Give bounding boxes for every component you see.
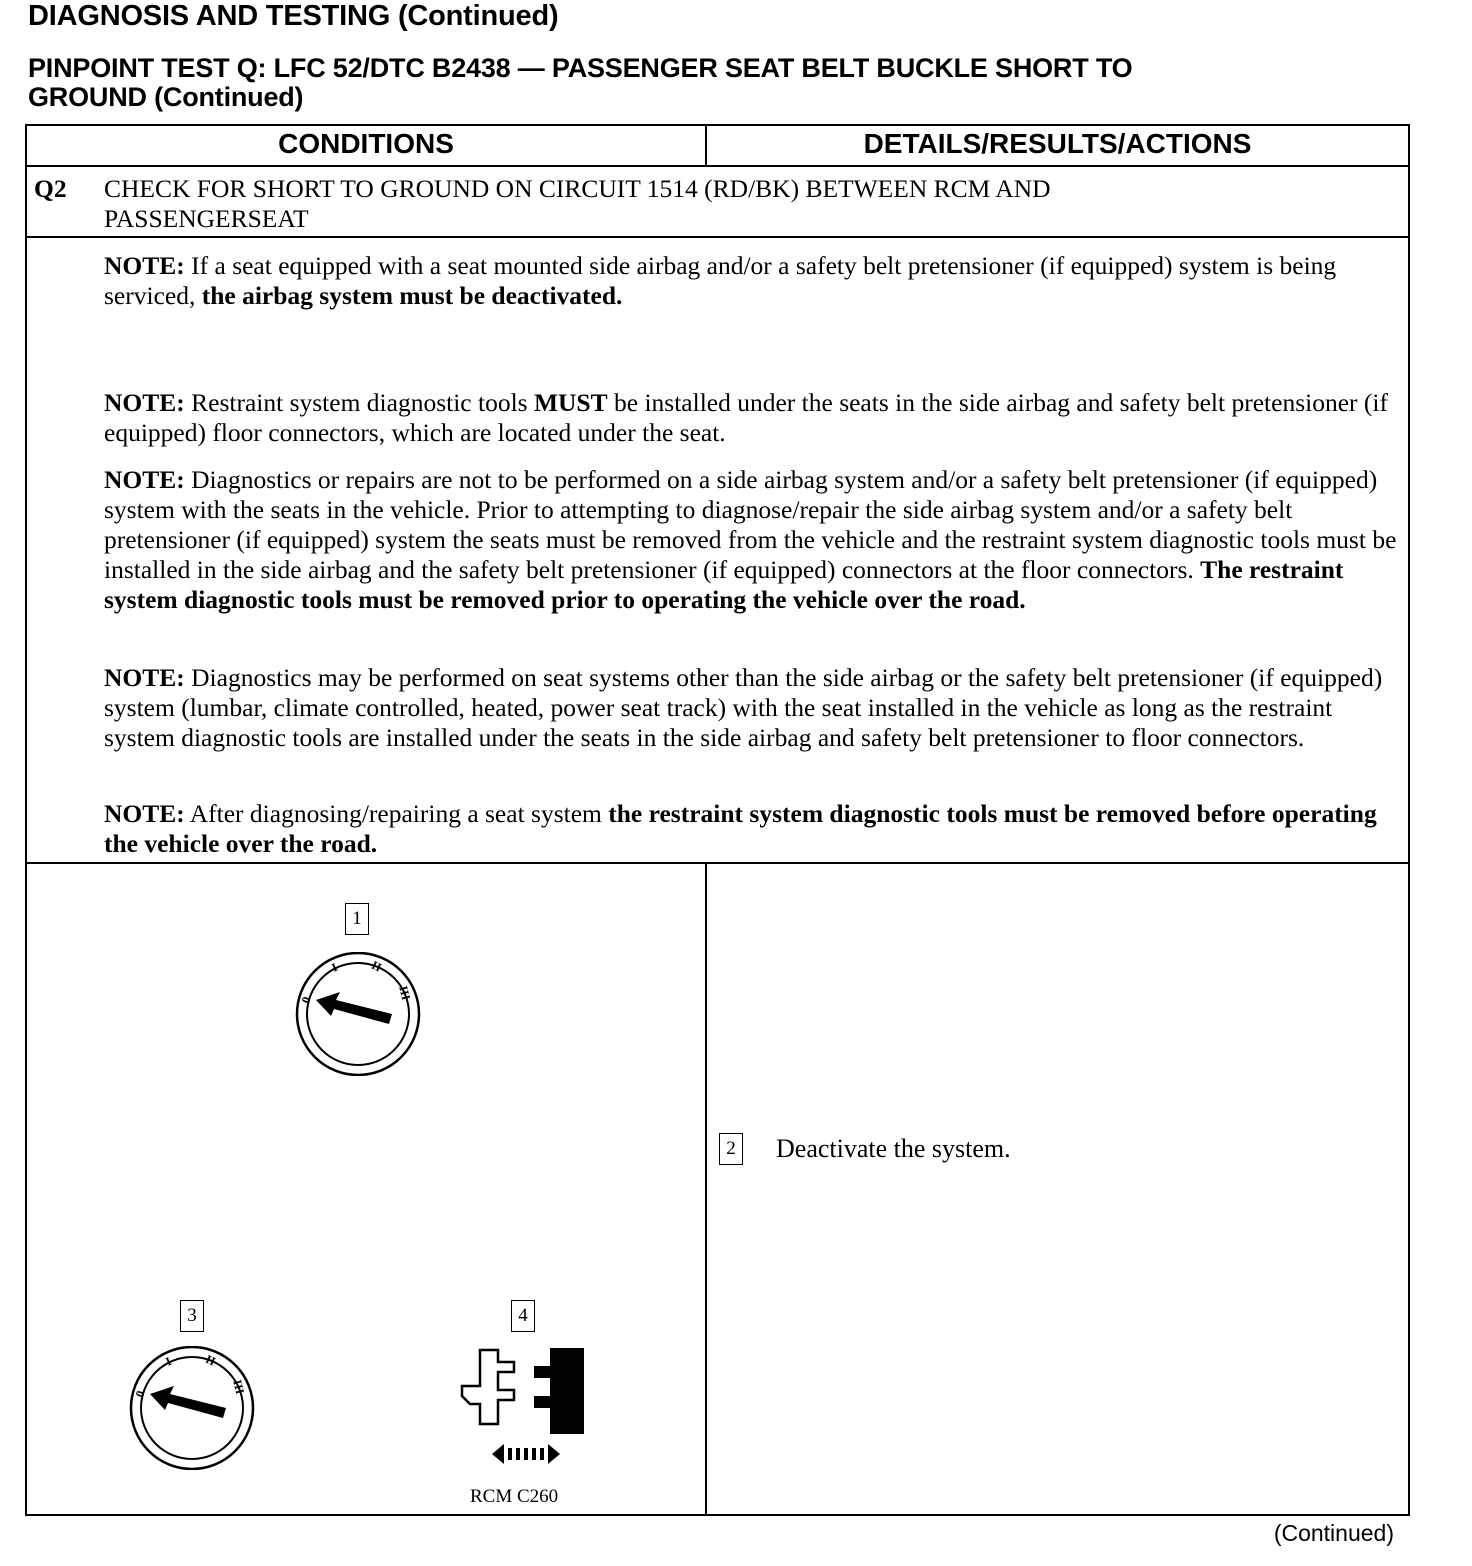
step-title-line2: PASSENGERSEAT — [104, 204, 309, 233]
step-title — [104, 174, 1394, 234]
page-title: DIAGNOSIS AND TESTING (Continued) — [28, 0, 559, 32]
callout-2: 2 — [719, 1133, 743, 1165]
pinpoint-test-title-line2: GROUND (Continued) — [28, 82, 304, 112]
note-text: After diagnosing/repairing a seat system — [184, 799, 609, 828]
note-text: Diagnostics may be performed on seat systems other than the side airbag or the safety belt pretensioner (if equipped) system (lumbar, climate controlled, heated, power seat track) with the seat installed in the vehicle as long as the restraint system diagnostic tools are installed under the seats in the side airbag and safety belt pretensioner to floor connectors. — [104, 663, 1383, 752]
ignition-mark-ii: II — [203, 1351, 218, 1369]
callout-3: 3 — [180, 1300, 204, 1332]
ignition-mark-iii: III — [396, 984, 414, 1002]
note-label: NOTE: — [104, 799, 185, 828]
note-emphasis: MUST — [533, 388, 608, 417]
callout-1: 1 — [345, 903, 369, 935]
notes-row-divider — [25, 862, 1410, 864]
note-1 — [104, 251, 1404, 311]
note-text: If a seat equipped with a seat mounted side airbag and/or a safety belt pretensioner (if equipped) system is being serviced, — [104, 251, 1337, 310]
note-label: NOTE: — [104, 388, 185, 417]
note-5 — [104, 799, 1404, 859]
step-title-line1: CHECK FOR SHORT TO GROUND ON CIRCUIT 1514 (RD/BK) BETWEEN RCM AND — [104, 174, 1051, 203]
details-column-header: DETAILS/RESULTS/ACTIONS — [863, 128, 1252, 159]
note-3 — [104, 465, 1404, 615]
ignition-switch-off-icon — [126, 1346, 258, 1470]
pinpoint-test-title-line1: PINPOINT TEST Q: LFC 52/DTC B2438 — PASSENGER SEAT BELT BUCKLE SHORT TO — [28, 53, 1133, 83]
step-id: Q2 — [34, 174, 67, 203]
note-label: NOTE: — [104, 465, 185, 494]
note-text: Restraint system diagnostic tools — [184, 388, 534, 417]
connector-label: RCM C260 — [470, 1486, 559, 1507]
conditions-column-header: CONDITIONS — [278, 128, 454, 159]
note-label: NOTE: — [104, 663, 185, 692]
continued-footer: (Continued) — [1273, 1520, 1394, 1546]
ignition-mark-i: I — [163, 1353, 174, 1369]
ignition-mark-ii: II — [369, 957, 384, 975]
ignition-switch-off-icon — [292, 952, 424, 1076]
action-deactivate-system: Deactivate the system. — [776, 1134, 1011, 1163]
note-4 — [104, 663, 1404, 753]
note-bold-text: the airbag system must be deactivated. — [201, 281, 623, 310]
note-bold-text: The restraint system diagnostic tools must be removed prior to operating the vehicle over the road. — [104, 555, 1344, 614]
connector-disconnect-icon — [458, 1344, 588, 1472]
ignition-mark-iii: III — [230, 1378, 248, 1396]
callout-4: 4 — [511, 1300, 535, 1332]
step-row-divider — [25, 236, 1410, 238]
ignition-mark-off: 0 — [298, 994, 314, 1006]
note-bold-text: the restraint system diagnostic tools must be removed before operating the vehicle over the road. — [104, 799, 1377, 858]
pinpoint-test-title — [28, 54, 1428, 112]
header-row-divider — [25, 165, 1410, 167]
ignition-mark-off: 0 — [132, 1388, 148, 1400]
note-2 — [104, 388, 1404, 448]
figure-column-divider — [705, 862, 707, 1516]
note-text: be installed under the seats in the side airbag and safety belt pretensioner (if equipped) floor connectors, which are located under the seat. — [104, 388, 1388, 447]
note-label: NOTE: — [104, 251, 185, 280]
note-text: Diagnostics or repairs are not to be performed on a side airbag system and/or a safety belt pretensioner (if equipped) system with the seats in the vehicle. Prior to attempting to diagnose/repair the side airbag system and/or a safety belt pretensioner (if equipped) system the seats must be removed from the vehicle and the restraint system diagnostic tools must be installed in the side airbag and the safety belt pretensioner (if equipped) connectors at the floor connectors. — [104, 465, 1397, 584]
ignition-mark-i: I — [329, 959, 340, 975]
